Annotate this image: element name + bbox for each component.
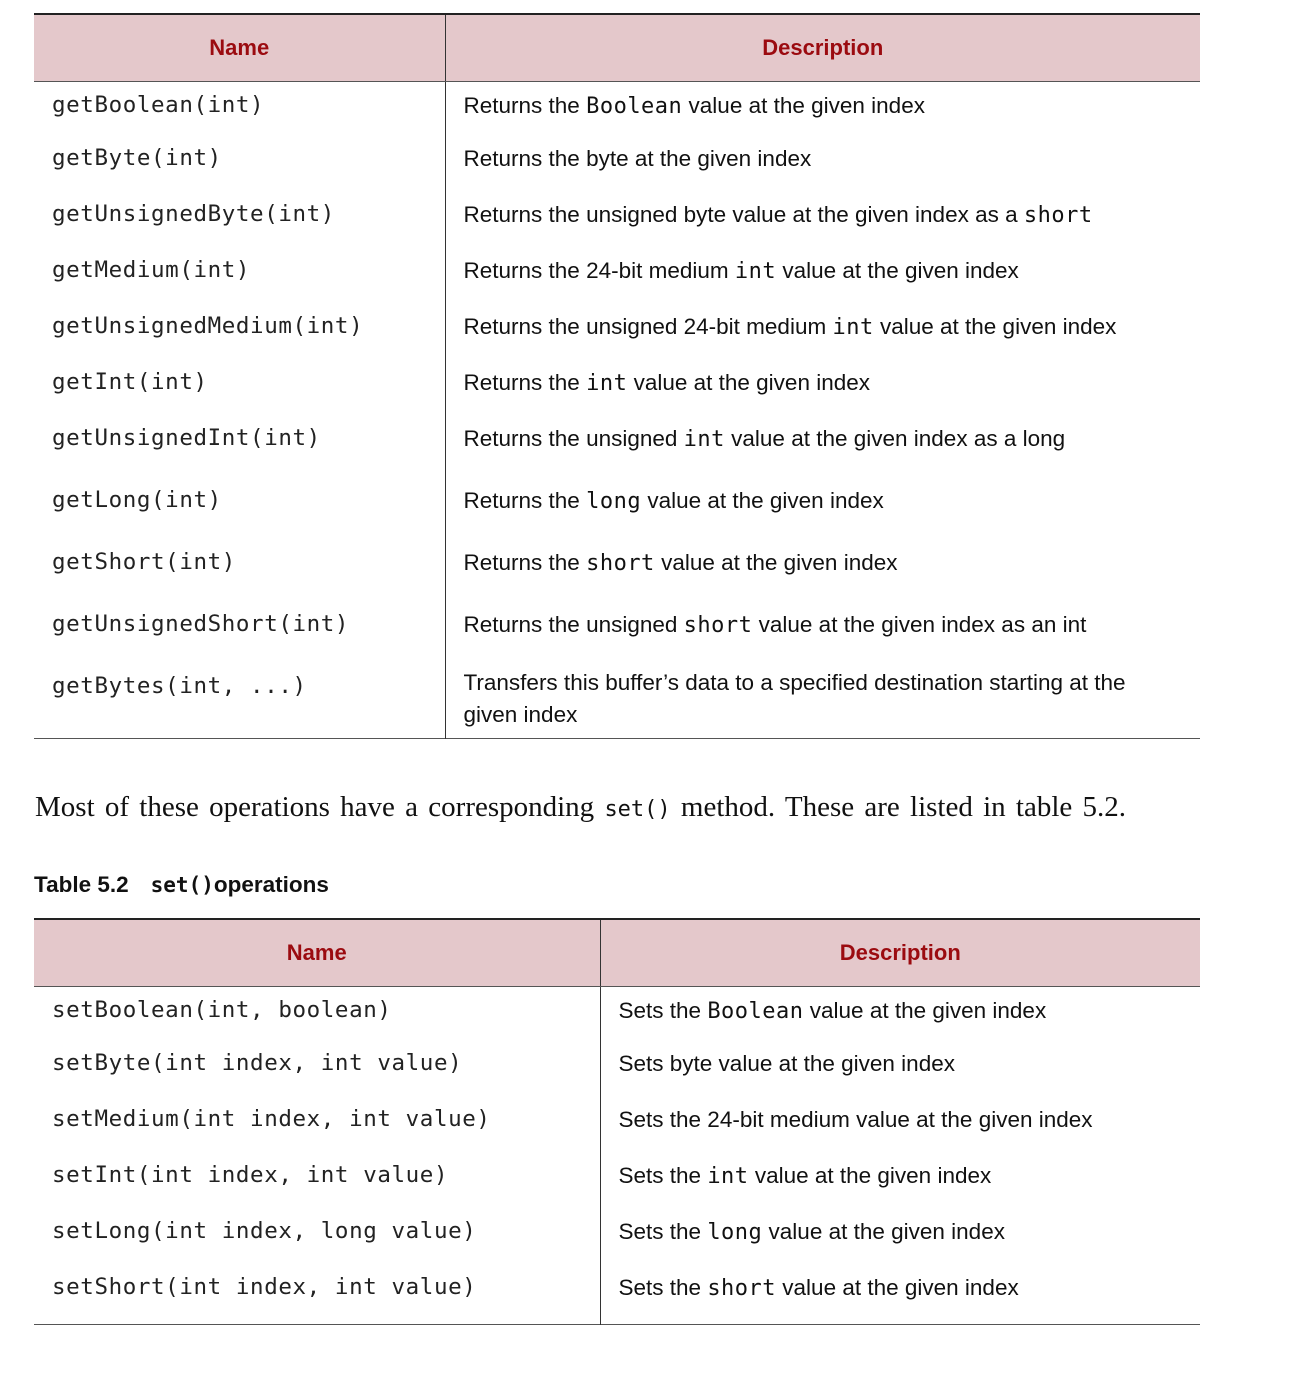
table-row — [34, 1264, 1200, 1325]
description-text: value at the given index — [803, 998, 1047, 1023]
method-description-cell — [600, 1264, 1200, 1325]
method-name: getUnsignedInt(int) — [52, 424, 321, 451]
description-text: Sets the — [618, 1218, 708, 1244]
table-row — [34, 663, 1200, 739]
method-name: getBytes(int, ...) — [52, 672, 307, 699]
table-row — [34, 415, 1200, 477]
method-description-cell — [600, 987, 1200, 1040]
method-description-cell — [600, 1208, 1200, 1264]
table-row — [34, 359, 1200, 415]
method-name-cell — [34, 82, 445, 135]
description-text: value at the given index — [776, 257, 1019, 283]
method-name: setByte(int index, int value) — [52, 1049, 463, 1076]
description-text: Returns the — [463, 549, 587, 575]
description-code: long — [707, 1219, 763, 1245]
method-name: getUnsignedByte(int) — [52, 200, 335, 227]
method-description-cell — [445, 539, 1200, 601]
description-text: Returns the byte at the given index — [463, 145, 812, 171]
method-name-cell — [34, 247, 445, 303]
description-text: Returns the — [463, 487, 587, 513]
description-text: value at the given index — [627, 369, 870, 395]
table-caption — [34, 872, 1200, 898]
description-text: value at the given index — [641, 487, 884, 513]
method-name-cell — [34, 1096, 600, 1152]
caption-label: Table 5.2 — [34, 872, 129, 897]
table-row — [34, 1096, 1200, 1152]
description-code: Boolean — [586, 94, 683, 119]
description-text: Sets byte value at the given index — [618, 1050, 955, 1076]
table-row — [34, 82, 1200, 135]
description-code: int — [832, 314, 874, 340]
description-code: Boolean — [707, 999, 804, 1024]
table-row — [34, 247, 1200, 303]
set-operations-body — [34, 987, 1200, 1325]
paragraph-text-after: method. These are listed in table 5.2. — [670, 791, 1127, 823]
caption-text: operations — [213, 872, 329, 897]
method-name: setLong(int index, long value) — [52, 1217, 477, 1244]
method-description-cell — [445, 477, 1200, 539]
description-text: value at the given index — [776, 1274, 1019, 1300]
description-text: Returns the unsigned 24-bit medium — [463, 313, 833, 339]
method-name: setShort(int index, int value) — [52, 1273, 477, 1300]
method-name: getUnsignedShort(int) — [52, 610, 350, 637]
table-header-row — [34, 919, 1200, 987]
table-row — [34, 987, 1200, 1040]
method-name-cell — [34, 359, 445, 415]
method-name-cell — [34, 601, 445, 663]
method-description-cell — [445, 303, 1200, 359]
column-header-description: Description — [445, 14, 1200, 82]
table-row — [34, 539, 1200, 601]
method-description-cell — [445, 82, 1200, 135]
description-text: value at the given index — [748, 1162, 992, 1188]
table-row — [34, 303, 1200, 359]
table-row — [34, 1040, 1200, 1096]
method-name-cell — [34, 663, 445, 739]
paragraph-code: set() — [604, 797, 671, 822]
description-text: Returns the unsigned — [463, 425, 684, 451]
description-code: int — [707, 1163, 749, 1189]
method-description-cell — [445, 359, 1200, 415]
column-header-description: Description — [600, 919, 1200, 987]
method-name-cell — [34, 477, 445, 539]
method-description-cell — [445, 415, 1200, 477]
method-name: getLong(int) — [52, 486, 222, 513]
method-description-cell — [445, 191, 1200, 247]
method-name: getMedium(int) — [52, 256, 251, 283]
method-name: getUnsignedMedium(int) — [52, 312, 364, 339]
description-code: short — [586, 550, 655, 576]
table-row — [34, 1152, 1200, 1208]
method-name: setBoolean(int, boolean) — [52, 997, 392, 1023]
table-row — [34, 601, 1200, 663]
body-paragraph — [35, 787, 1200, 830]
column-header-name: Name — [34, 14, 445, 82]
method-name: getByte(int) — [52, 144, 222, 171]
description-text: Returns the — [463, 369, 587, 395]
description-text: Sets the — [618, 998, 708, 1023]
table-row — [34, 135, 1200, 191]
method-name-cell — [34, 415, 445, 477]
method-name-cell — [34, 987, 600, 1040]
description-code: int — [683, 426, 725, 452]
caption-code: set() — [150, 873, 214, 897]
table-row — [34, 1208, 1200, 1264]
description-text: Transfers this buffer’s data to a specified destination starting at the given index — [463, 669, 1126, 727]
method-name-cell — [34, 303, 445, 359]
method-description-cell — [445, 601, 1200, 663]
method-description-cell — [600, 1040, 1200, 1096]
table-row — [34, 191, 1200, 247]
method-name-cell — [34, 539, 445, 601]
get-operations-body — [34, 82, 1200, 739]
column-header-name: Name — [34, 919, 600, 987]
description-text: Returns the 24-bit medium — [463, 257, 735, 283]
method-name: getInt(int) — [52, 368, 208, 395]
description-code: int — [734, 258, 777, 284]
set-operations-table — [34, 918, 1200, 1325]
description-text: Returns the unsigned byte value at the given index as a — [463, 201, 1024, 227]
method-description-cell — [600, 1152, 1200, 1208]
get-operations-table — [34, 13, 1200, 739]
description-text: value at the given index as an int — [752, 611, 1087, 637]
method-name-cell — [34, 1264, 600, 1325]
description-text: value at the given index — [762, 1218, 1005, 1244]
document-page — [34, 13, 1200, 1325]
description-text: Sets the — [618, 1274, 708, 1300]
paragraph-text-before: Most of these operations have a corresponding — [35, 791, 605, 823]
description-text: value at the given index as a long — [724, 425, 1066, 451]
method-name-cell — [34, 1152, 600, 1208]
table-header-row — [34, 14, 1200, 82]
description-text: Returns the unsigned — [463, 611, 684, 637]
method-name-cell — [34, 1040, 600, 1096]
method-name-cell — [34, 135, 445, 191]
method-name: setInt(int index, int value) — [52, 1161, 449, 1188]
description-text: value at the given index — [873, 313, 1117, 339]
method-name: getShort(int) — [52, 548, 236, 575]
description-code: long — [586, 488, 642, 514]
method-description-cell — [445, 135, 1200, 191]
method-name: setMedium(int index, int value) — [52, 1105, 491, 1132]
method-description-cell — [600, 1096, 1200, 1152]
description-text: value at the given index — [654, 549, 898, 575]
table-row — [34, 477, 1200, 539]
method-description-cell — [445, 663, 1200, 739]
description-text: Returns the — [463, 93, 587, 118]
method-name-cell — [34, 191, 445, 247]
description-code: short — [683, 612, 753, 638]
description-code: int — [586, 370, 628, 396]
method-name-cell — [34, 1208, 600, 1264]
description-text: Sets the — [618, 1162, 708, 1188]
description-text: Sets the 24-bit medium value at the given index — [618, 1106, 1093, 1132]
method-name: getBoolean(int) — [52, 92, 265, 118]
description-code: short — [1023, 202, 1093, 228]
description-text: value at the given index — [682, 93, 925, 118]
description-code: short — [707, 1275, 777, 1301]
method-description-cell — [445, 247, 1200, 303]
